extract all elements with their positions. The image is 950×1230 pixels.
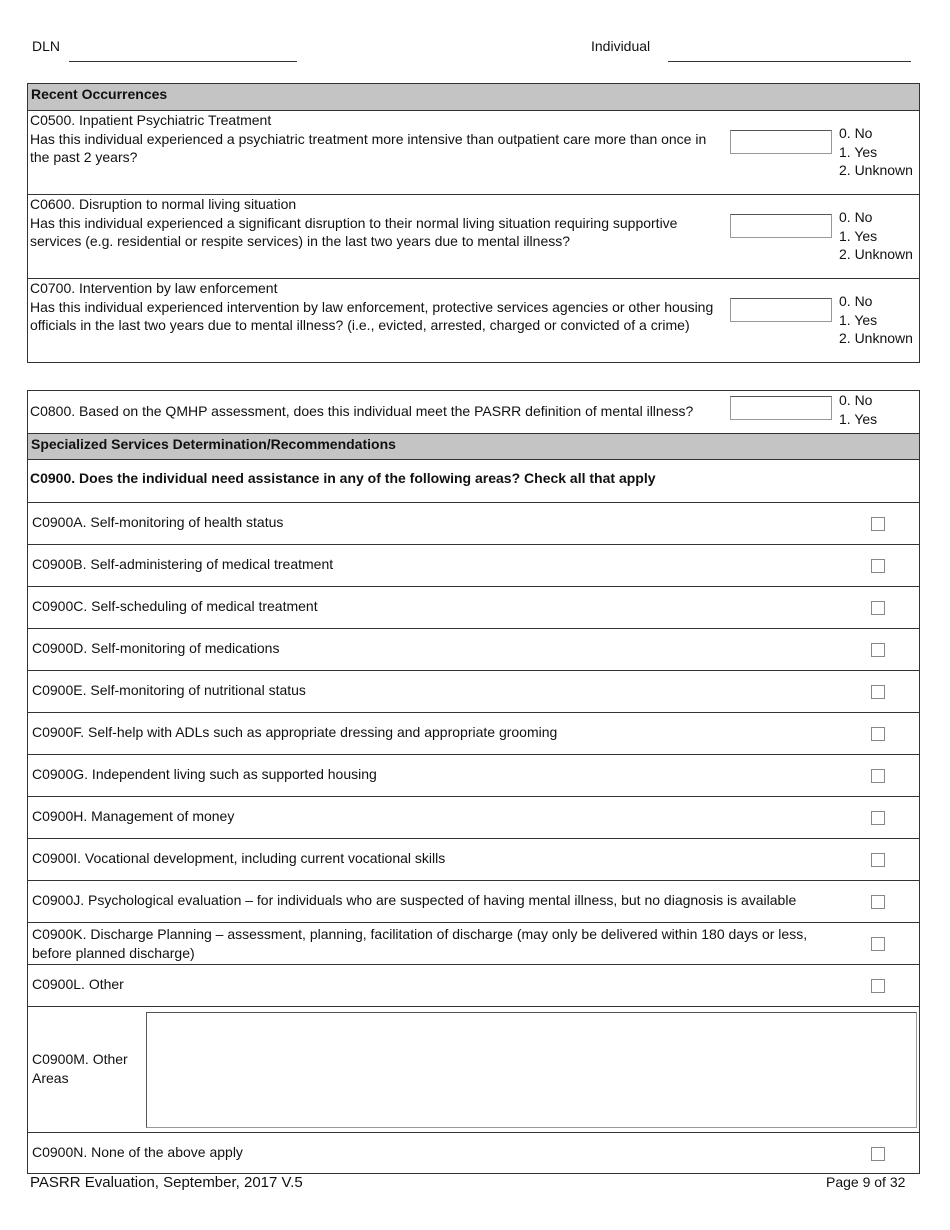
- dln-label: DLN: [32, 38, 61, 54]
- c0900e-checkbox[interactable]: [871, 685, 885, 699]
- c0900k-row: C0900K. Discharge Planning – assessment, planning, facilitation of discharge (may only be delivered within 180 days or less, before planned discharge): [28, 922, 919, 964]
- individual-label: Individual: [591, 38, 651, 54]
- question-title: C0500. Inpatient Psychiatric Treatment: [30, 112, 272, 128]
- c0900j-checkbox[interactable]: [871, 895, 885, 909]
- c0900c-row: C0900C. Self-scheduling of medical treatment: [28, 586, 919, 628]
- option-yes: 1. Yes: [839, 311, 878, 328]
- c0500-options: [839, 124, 919, 180]
- c0900k-checkbox[interactable]: [871, 937, 885, 951]
- option-unknown: 2. Unknown: [839, 246, 913, 262]
- c0900a-checkbox[interactable]: [871, 517, 885, 531]
- c0900n-row: C0900N. None of the above apply: [28, 1132, 919, 1173]
- specialized-services-section: [27, 390, 920, 1174]
- other-areas-textarea[interactable]: [146, 1012, 917, 1128]
- c0900n-checkbox[interactable]: [871, 1147, 885, 1161]
- c0900-question: C0900. Does the individual need assistance in any of the following areas? Check all that apply: [30, 470, 656, 486]
- option-no: 0. No: [839, 209, 873, 225]
- c0900c-checkbox[interactable]: [871, 601, 885, 615]
- question-c0600: [28, 195, 919, 279]
- dln-input-line[interactable]: [69, 61, 297, 62]
- recent-occurrences-section: [27, 83, 920, 363]
- c0900i-row: C0900I. Vocational development, including current vocational skills: [28, 838, 919, 880]
- option-no: 0. No: [839, 125, 873, 141]
- c0900g-row: C0900G. Independent living such as supported housing: [28, 754, 919, 796]
- c0800-answer-box[interactable]: [730, 396, 832, 420]
- c0900h-row: C0900H. Management of money: [28, 796, 919, 838]
- option-yes: 1. Yes: [839, 143, 878, 160]
- option-unknown: 2. Unknown: [839, 162, 913, 178]
- question-text: Has this individual experienced a psychiatric treatment more intensive than outpatient care more than once in the past 2 years?: [30, 130, 707, 165]
- c0900d-row: C0900D. Self-monitoring of medications: [28, 628, 919, 670]
- footer-page-number: Page 9 of 32: [826, 1174, 906, 1190]
- recent-occurrences-title: Recent Occurrences: [28, 84, 919, 111]
- footer-form-title: PASRR Evaluation, September, 2017 V.5: [30, 1174, 303, 1191]
- specialized-services-title: Specialized Services Determination/Recommendations: [28, 433, 919, 460]
- question-title: C0700. Intervention by law enforcement: [30, 280, 278, 296]
- c0900m-row: [28, 1006, 919, 1132]
- c0900l-checkbox[interactable]: [871, 979, 885, 993]
- question-text: Has this individual experienced intervention by law enforcement, protective services agencies or other housing officials in the last two years due to mental illness? (i.e., evicted, arrested, charged or convicted of a crime): [30, 298, 714, 333]
- c0500-answer-box[interactable]: [730, 130, 832, 154]
- question-title: C0600. Disruption to normal living situation: [30, 196, 297, 212]
- c0900b-checkbox[interactable]: [871, 559, 885, 573]
- c0900b-row: C0900B. Self-administering of medical treatment: [28, 544, 919, 586]
- c0900m-label: C0900M. Other Areas: [32, 1051, 128, 1086]
- c0900f-checkbox[interactable]: [871, 727, 885, 741]
- c0800-options: [839, 391, 919, 428]
- question-c0500: [28, 111, 919, 195]
- c0900j-row: C0900J. Psychological evaluation – for individuals who are suspected of having mental illness, but no diagnosis is available: [28, 880, 919, 922]
- option-no: 0. No: [839, 293, 873, 309]
- c0600-options: [839, 208, 919, 264]
- c0900h-checkbox[interactable]: [871, 811, 885, 825]
- c0900d-checkbox[interactable]: [871, 643, 885, 657]
- c0700-options: [839, 292, 919, 348]
- option-yes: 1. Yes: [839, 410, 878, 427]
- c0600-answer-box[interactable]: [730, 214, 832, 238]
- option-no: 0. No: [839, 392, 873, 408]
- c0700-answer-box[interactable]: [730, 298, 832, 322]
- c0900a-row: C0900A. Self-monitoring of health status: [28, 502, 919, 544]
- c0900i-checkbox[interactable]: [871, 853, 885, 867]
- question-c0700: [28, 279, 919, 362]
- question-c0800: [28, 391, 919, 433]
- c0800-text: C0800. Based on the QMHP assessment, does this individual meet the PASRR definition of mental illness?: [30, 403, 694, 419]
- option-yes: 1. Yes: [839, 227, 878, 244]
- c0900g-checkbox[interactable]: [871, 769, 885, 783]
- c0900f-row: C0900F. Self-help with ADLs such as appropriate dressing and appropriate grooming: [28, 712, 919, 754]
- c0900l-row: C0900L. Other: [28, 964, 919, 1006]
- question-text: Has this individual experienced a significant disruption to their normal living situation requiring supportive services (e.g. residential or respite services) in the last two years due to mental illness?: [30, 214, 678, 249]
- option-unknown: 2. Unknown: [839, 330, 913, 346]
- individual-input-line[interactable]: [668, 61, 911, 62]
- c0900e-row: C0900E. Self-monitoring of nutritional status: [28, 670, 919, 712]
